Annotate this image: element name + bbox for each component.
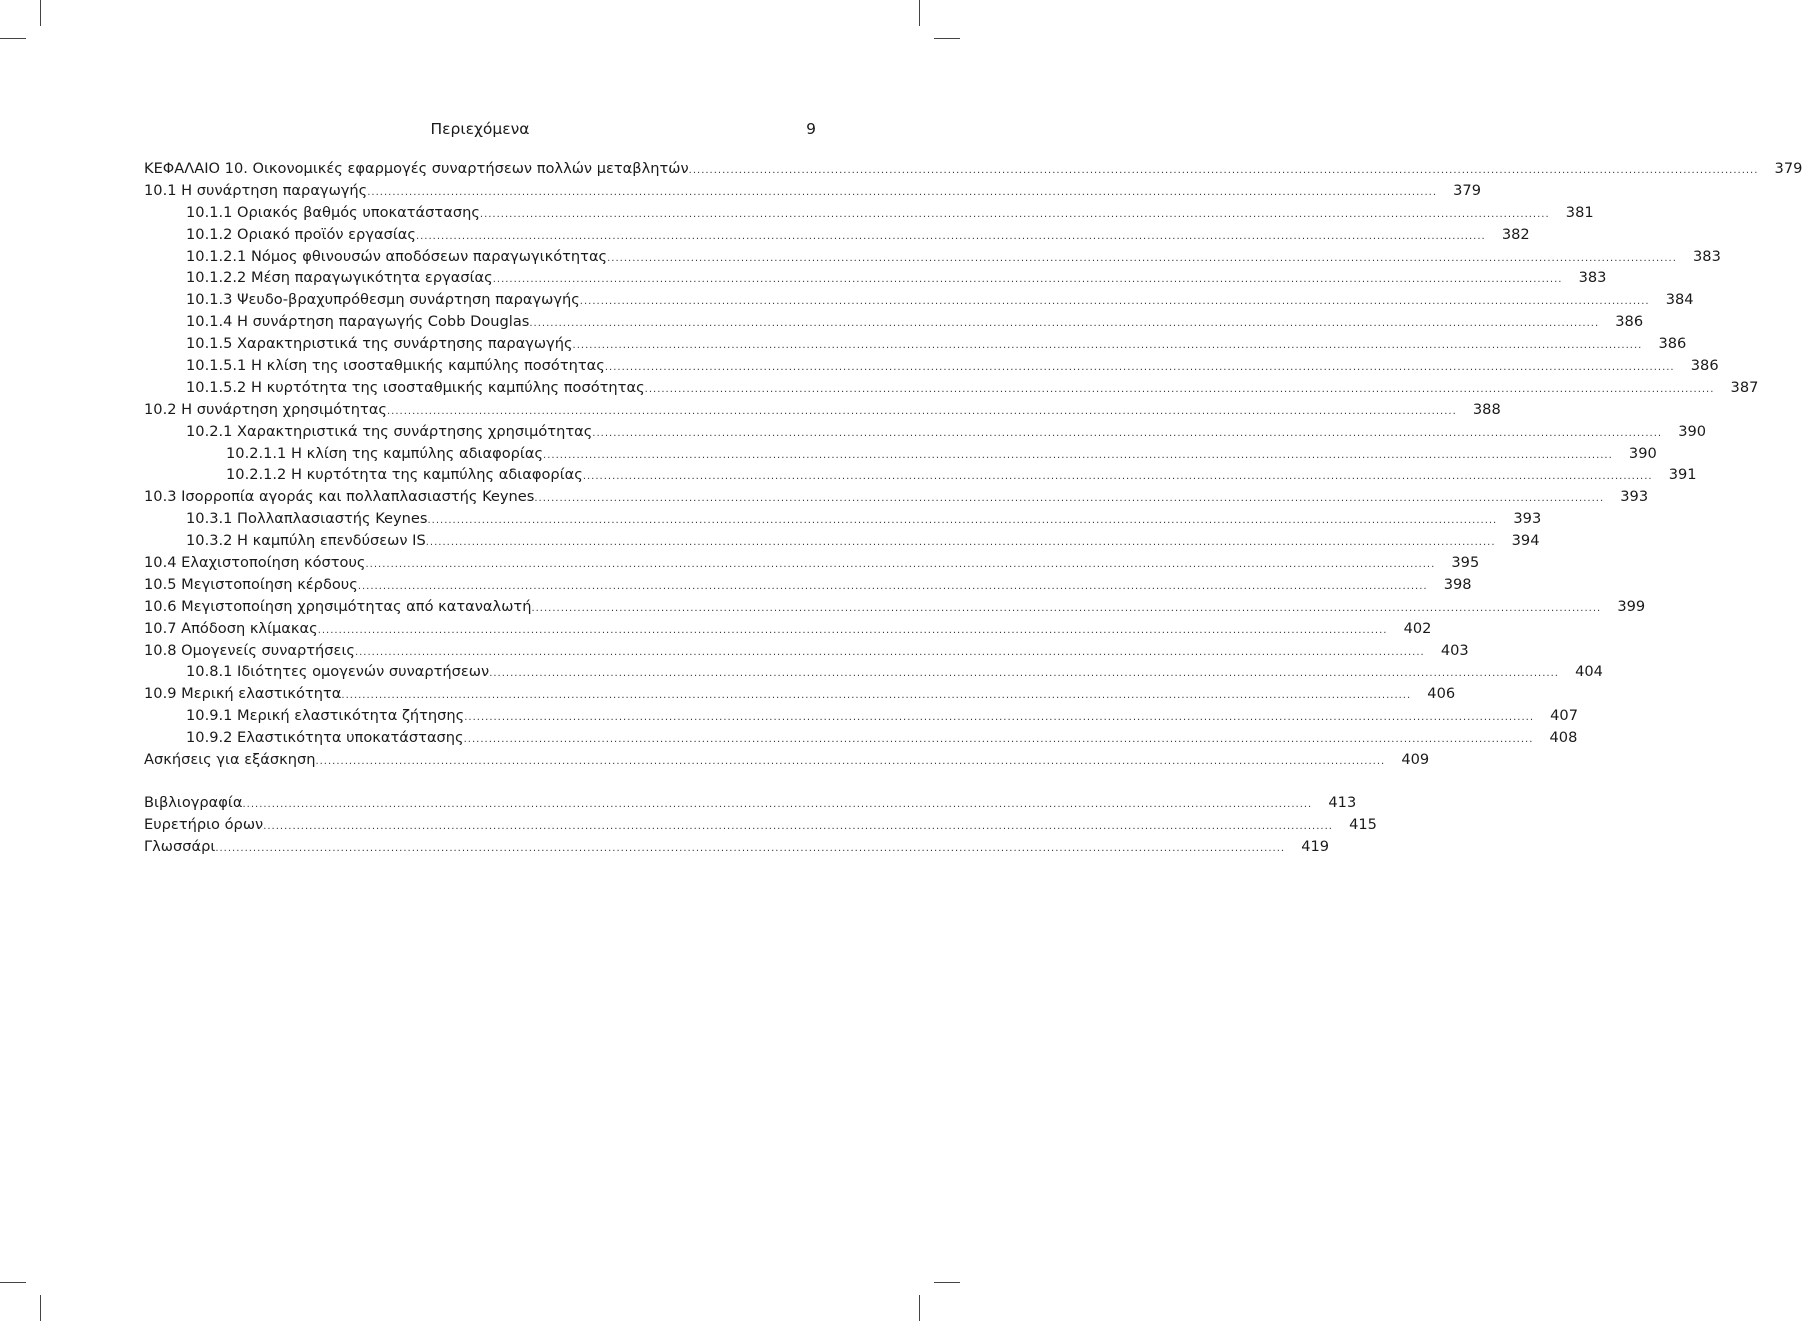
toc-entry[interactable] bbox=[144, 267, 1607, 289]
crop-mark-top-left-h bbox=[0, 38, 26, 39]
toc-entry-title: 10.3.1 Πολλαπλασιαστής Keynes bbox=[186, 510, 428, 528]
dot-leader bbox=[315, 751, 1385, 773]
dot-leader bbox=[592, 423, 1662, 445]
toc-entry[interactable] bbox=[144, 552, 1480, 574]
toc-entry-title: 10.1.3 Ψευδο-βραχυπρόθεσμη συνάρτηση παραγωγής bbox=[186, 291, 580, 309]
toc-entry-title: 10.8 Ομογενείς συναρτήσεις bbox=[144, 641, 355, 659]
crop-mark-bottom-right bbox=[919, 1295, 920, 1321]
toc-entry[interactable] bbox=[144, 246, 1721, 268]
toc-entry[interactable] bbox=[144, 311, 1644, 333]
crop-mark-bottom-left-h bbox=[0, 1282, 26, 1283]
toc-entry[interactable] bbox=[144, 574, 1472, 596]
toc-entry[interactable] bbox=[144, 333, 1687, 355]
toc-entry-page: 409 bbox=[1401, 751, 1430, 769]
toc-entry-title: 10.2.1.1 Η κλίση της καμπύλης αδιαφορίας bbox=[226, 444, 544, 462]
dot-leader bbox=[366, 554, 1436, 576]
toc-entry-page: 383 bbox=[1578, 269, 1607, 287]
toc-entry-page: 384 bbox=[1665, 291, 1694, 309]
toc-entry-title: 10.1.1 Οριακός βαθμός υποκατάστασης bbox=[186, 203, 480, 221]
toc-entry-page: 388 bbox=[1472, 400, 1501, 418]
dot-leader bbox=[355, 642, 1425, 664]
toc-entry-title: Ευρετήριο όρων bbox=[144, 815, 264, 833]
toc-entry[interactable] bbox=[144, 530, 1540, 552]
dot-leader bbox=[534, 488, 1604, 510]
table-of-contents bbox=[144, 158, 1802, 858]
toc-entry-title: 10.8.1 Ιδιότητες ομογενών συναρτήσεων bbox=[186, 663, 490, 681]
toc-entry-title: 10.1.4 Η συνάρτηση παραγωγής Cobb Douglas bbox=[186, 313, 530, 331]
toc-entry[interactable] bbox=[144, 836, 1330, 858]
toc-entry-title: 10.9.1 Μερική ελαστικότητα ζήτησης bbox=[186, 707, 465, 725]
toc-entry-page: 413 bbox=[1328, 793, 1357, 811]
toc-entry-title: 10.5 Μεγιστοποίηση κέρδους bbox=[144, 575, 358, 593]
dot-leader bbox=[215, 838, 1285, 860]
toc-entry-page: 383 bbox=[1693, 247, 1721, 265]
dot-leader bbox=[426, 532, 1496, 554]
dot-leader bbox=[367, 182, 1437, 204]
toc-entry-title: 10.4 Ελαχιστοποίηση κόστους bbox=[144, 554, 366, 572]
dot-leader bbox=[263, 816, 1333, 838]
dot-leader bbox=[531, 598, 1601, 620]
dot-leader bbox=[605, 357, 1675, 379]
crop-mark-bottom-right-h bbox=[934, 1282, 960, 1283]
toc-entry[interactable] bbox=[144, 202, 1594, 224]
toc-entry[interactable] bbox=[144, 792, 1357, 814]
toc-entry-title: 10.3 Ισορροπία αγοράς και πολλαπλασιαστής Keynes bbox=[144, 488, 535, 506]
toc-entry[interactable] bbox=[144, 640, 1469, 662]
toc-entry[interactable] bbox=[144, 289, 1694, 311]
dot-leader bbox=[543, 445, 1613, 467]
dot-leader bbox=[583, 466, 1653, 488]
toc-entry[interactable] bbox=[144, 158, 1802, 180]
toc-entry-title: 10.2.1 Χαρακτηριστικά της συνάρτησης χρησιμότητας bbox=[186, 422, 593, 440]
toc-entry[interactable] bbox=[144, 661, 1603, 683]
dot-leader bbox=[493, 269, 1563, 291]
toc-entry-title: 10.2.1.2 Η κυρτότητα της καμπύλης αδιαφορίας bbox=[226, 466, 583, 484]
toc-entry-title: 10.1.5.2 Η κυρτότητα της ισοσταθμικής καμπύλης ποσότητας bbox=[186, 378, 645, 396]
toc-entry-title: 10.9 Μερική ελαστικότητα bbox=[144, 685, 342, 703]
dot-leader bbox=[318, 620, 1388, 642]
toc-entry-title: 10.1.2 Οριακό προϊόν εργασίας bbox=[186, 225, 416, 243]
toc-entry-page: 419 bbox=[1301, 837, 1330, 855]
toc-entry-page: 391 bbox=[1668, 466, 1697, 484]
toc-entry[interactable] bbox=[144, 443, 1657, 465]
toc-entry[interactable] bbox=[144, 508, 1542, 530]
toc-entry-page: 386 bbox=[1615, 313, 1644, 331]
toc-entry-page: 403 bbox=[1440, 641, 1469, 659]
toc-entry-page: 379 bbox=[1453, 181, 1481, 199]
toc-entry-page: 394 bbox=[1511, 532, 1540, 550]
crop-mark-top-left bbox=[40, 0, 41, 26]
toc-entry-title: Βιβλιογραφία bbox=[144, 793, 243, 811]
toc-entry-title: ΚΕΦΑΛΑΙΟ 10. Οικονομικές εφαρμογές συναρτήσεων πολλών μεταβλητών bbox=[144, 160, 689, 177]
dot-leader bbox=[416, 226, 1486, 248]
toc-entry-title: 10.1.2.2 Μέση παραγωγικότητα εργασίας bbox=[186, 269, 493, 287]
toc-entry[interactable] bbox=[144, 224, 1530, 246]
dot-leader bbox=[464, 729, 1534, 751]
dot-leader bbox=[489, 663, 1559, 685]
toc-entry-page: 393 bbox=[1513, 510, 1542, 528]
toc-entry[interactable] bbox=[144, 421, 1707, 443]
dot-leader bbox=[464, 707, 1534, 729]
toc-entry-page: 408 bbox=[1549, 729, 1578, 747]
dot-leader bbox=[480, 204, 1550, 226]
dot-leader bbox=[358, 576, 1428, 598]
dot-leader bbox=[689, 160, 1759, 182]
toc-entry[interactable] bbox=[144, 464, 1697, 486]
toc-entry-page: 399 bbox=[1617, 597, 1646, 615]
toc-entry[interactable] bbox=[144, 180, 1481, 202]
toc-entry-title: 10.7 Απόδοση κλίμακας bbox=[144, 619, 318, 637]
toc-entry[interactable] bbox=[144, 814, 1377, 836]
toc-entry-page: 395 bbox=[1451, 554, 1480, 572]
dot-leader bbox=[580, 291, 1650, 313]
page-number: 9 bbox=[806, 120, 816, 138]
toc-entry[interactable] bbox=[144, 486, 1649, 508]
toc-entry[interactable] bbox=[144, 727, 1578, 749]
toc-entry-page: 406 bbox=[1427, 685, 1456, 703]
toc-entry-title: Ασκήσεις για εξάσκηση bbox=[144, 751, 316, 769]
toc-entry-page: 381 bbox=[1565, 203, 1594, 221]
toc-entry-title: 10.6 Μεγιστοποίηση χρησιμότητας από καταναλωτή bbox=[144, 597, 532, 615]
toc-entry-title: 10.1.5.1 Η κλίση της ισοσταθμικής καμπύλης ποσότητας bbox=[186, 357, 605, 375]
dot-leader bbox=[645, 379, 1715, 401]
toc-entry[interactable] bbox=[144, 749, 1430, 771]
toc-entry-page: 379 bbox=[1774, 160, 1802, 177]
dot-leader bbox=[387, 401, 1457, 423]
crop-mark-bottom-left bbox=[40, 1295, 41, 1321]
toc-entry-page: 407 bbox=[1550, 707, 1578, 725]
toc-entry-page: 402 bbox=[1403, 619, 1432, 637]
toc-entry-title: 10.1.5 Χαρακτηριστικά της συνάρτησης παραγωγής bbox=[186, 335, 573, 353]
toc-entry-title: Γλωσσάρι bbox=[144, 837, 216, 855]
toc-entry[interactable] bbox=[144, 618, 1432, 640]
toc-entry-title: 10.9.2 Ελαστικότητα υποκατάστασης bbox=[186, 729, 464, 747]
dot-leader bbox=[242, 794, 1312, 816]
toc-entry-title: 10.3.2 Η καμπύλη επενδύσεων IS bbox=[186, 532, 426, 550]
dot-leader bbox=[341, 685, 1411, 707]
dot-leader bbox=[573, 335, 1643, 357]
toc-entry-page: 393 bbox=[1620, 488, 1649, 506]
toc-entry-page: 387 bbox=[1730, 378, 1759, 396]
toc-entry-page: 404 bbox=[1575, 663, 1603, 681]
page-title: Περιεχόμενα bbox=[430, 120, 530, 138]
toc-entry[interactable] bbox=[144, 355, 1719, 377]
toc-entry-title: 10.2 Η συνάρτηση χρησιμότητας bbox=[144, 400, 387, 418]
toc-entry[interactable] bbox=[144, 377, 1759, 399]
toc-entry-page: 390 bbox=[1678, 422, 1707, 440]
toc-entry-page: 398 bbox=[1443, 575, 1472, 593]
dot-leader bbox=[529, 313, 1599, 335]
crop-mark-top-right bbox=[919, 0, 920, 26]
toc-entry-page: 386 bbox=[1658, 335, 1687, 353]
toc-entry-page: 382 bbox=[1501, 225, 1530, 243]
toc-entry-title: 10.1.2.1 Νόμος φθινουσών αποδόσεων παραγωγικότητας bbox=[186, 247, 608, 265]
dot-leader bbox=[427, 510, 1497, 532]
toc-entry-title: 10.1 Η συνάρτηση παραγωγής bbox=[144, 181, 368, 199]
toc-entry[interactable] bbox=[144, 683, 1456, 705]
dot-leader bbox=[607, 248, 1677, 270]
toc-entry-page: 390 bbox=[1628, 444, 1657, 462]
toc-entry[interactable] bbox=[144, 705, 1578, 727]
toc-entry[interactable] bbox=[144, 399, 1501, 421]
running-header bbox=[144, 118, 816, 142]
toc-entry[interactable] bbox=[144, 596, 1646, 618]
toc-entry-page: 415 bbox=[1349, 815, 1377, 833]
toc-entry-page: 386 bbox=[1690, 357, 1719, 375]
crop-mark-top-right-h bbox=[934, 38, 960, 39]
